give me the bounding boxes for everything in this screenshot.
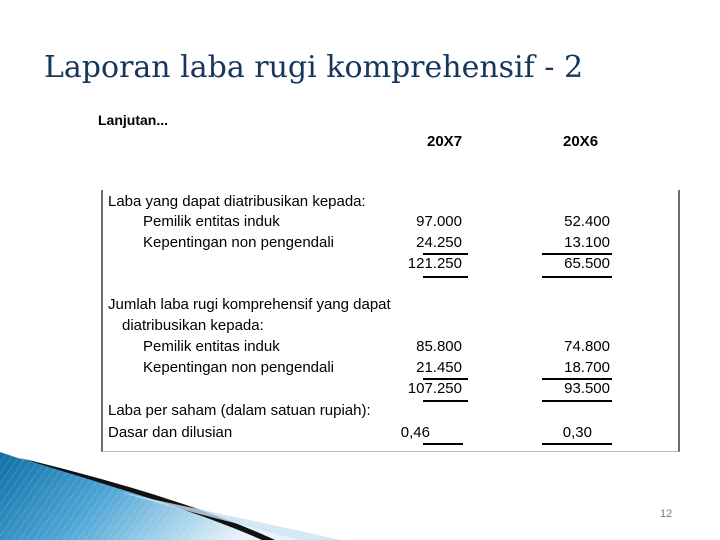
subtotal-value-20x7: 121.250 <box>407 255 462 272</box>
row-label-pemilik-entitas: Pemilik entitas induk <box>143 338 280 355</box>
row-value-20x6: 74.800 <box>564 338 610 355</box>
slide-title: Laporan laba rugi komprehensif - 2 <box>44 50 584 85</box>
row-value-20x6: 52.400 <box>564 213 610 230</box>
row-value-20x6: 18.700 <box>564 359 610 376</box>
total-underline <box>542 276 612 278</box>
subtotal-value-20x6: 65.500 <box>564 255 610 272</box>
total-underline <box>423 400 468 402</box>
subtotal-value-20x6: 93.500 <box>564 380 610 397</box>
row-label-dasar-dan-dilusian: Dasar dan dilusian <box>108 424 233 441</box>
row-value-20x7: 21.450 <box>416 359 462 376</box>
row-label-pemilik-entitas: Pemilik entitas induk <box>143 213 280 230</box>
row-label-diatribusikan-kepada: diatribusikan kepada: <box>122 317 264 334</box>
row-label-jumlah-laba-rugi: Jumlah laba rugi komprehensif yang dapat <box>108 296 391 313</box>
row-value-20x7: 97.000 <box>416 213 462 230</box>
total-underline <box>542 400 612 402</box>
row-value-20x7: 85.800 <box>416 338 462 355</box>
row-value-20x6: 0,30 <box>562 424 592 441</box>
row-value-20x6: 13.100 <box>564 234 610 251</box>
row-label-kepentingan-non-pengendali: Kepentingan non pengendali <box>143 359 335 376</box>
eps-underline <box>423 443 463 445</box>
column-header-20x7: 20X7 <box>427 133 463 150</box>
continued-label: Lanjutan... <box>98 112 168 128</box>
row-label-laba-per-saham: Laba per saham (dalam satuan rupiah): <box>108 402 371 419</box>
column-header-20x6: 20X6 <box>563 133 599 150</box>
row-label-laba-diatribusikan: Laba yang dapat diatribusikan kepada: <box>108 193 366 210</box>
subtotal-value-20x7: 107.250 <box>407 380 462 397</box>
page-number: 12 <box>660 508 673 520</box>
eps-underline <box>542 443 612 445</box>
row-value-20x7: 24.250 <box>416 234 462 251</box>
row-label-kepentingan-non-pengendali: Kepentingan non pengendali <box>143 234 335 251</box>
row-value-20x7: 0,46 <box>400 424 430 441</box>
decorative-corner-swoosh <box>0 452 360 540</box>
total-underline <box>423 276 468 278</box>
